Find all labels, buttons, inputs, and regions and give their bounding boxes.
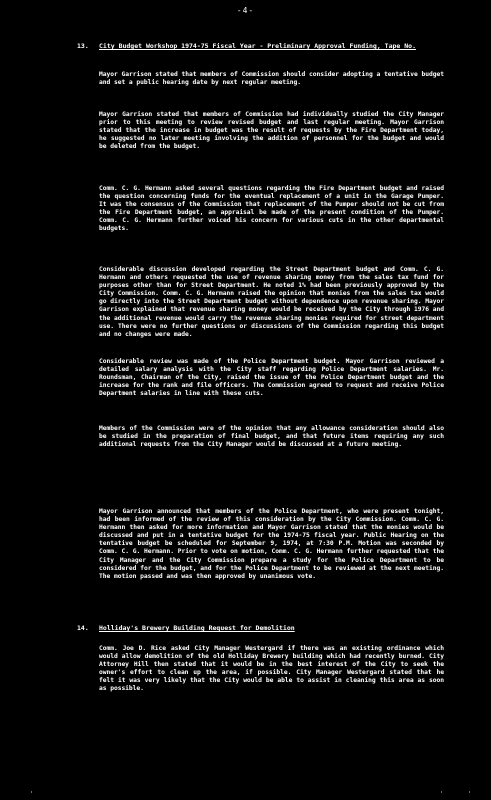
scan-speck: · <box>30 790 34 796</box>
item-heading: City Budget Workshop 1974-75 Fiscal Year - Preliminary Approval Funding, Tape No. <box>99 42 416 50</box>
page-number: -4- <box>236 6 255 15</box>
paragraph: Considerable discussion developed regarding the Street Department budget and Comm. C. G. Hermann and others requested the use of revenue sharing money from the sales tax fund for purposes other than for Street Department. He noted 1% had been previously approved by the City Commission. Comm. C. G. Hermann raised the opinion that monies from the sales tax would go directly into the Street Department budget without dependence upon revenue sharing. Mayor Garrison explained that revenue sharing money would be received by the City through 1976 and the additional revenue would carry the revenue sharing monies required for street department use. There were no further questions or discussions of the Commission regarding this budget and no changes were made. <box>99 266 444 338</box>
paragraph: Considerable review was made of the Police Department budget. Mayor Garrison reviewed a detailed salary analysis with the City staff regarding Police Department salaries. Mr. Roundsman, Chairman of the City, raised the issue of the Police Department budget and the increase for the rank and file officers. The Commission agreed to request and receive Police Department salaries in line with these cuts. <box>99 358 444 398</box>
item-number: 13. <box>77 42 89 50</box>
scan-speck: · <box>468 790 472 796</box>
paragraph: Members of the Commission were of the opinion that any allowance consideration should also be studied in the preparation of final budget, and that future items requiring any such additional requests from the City Manager would be discussed at a future meeting. <box>99 425 444 449</box>
paragraph: Mayor Garrison stated that members of Commission had individually studied the City Manager prior to this meeting to review revised budget and last regular meeting. Mayor Garrison stated that the increase in budget was the result of requests by the Fire Department today, he suggested no later meeting involving the addition of personnel for the budget and would be deleted from the budget. <box>99 111 444 151</box>
paragraph: Mayor Garrison announced that members of the Police Department, who were present tonight, had been informed of the review of this consideration by the City Commission. Comm. C. G. Hermann then asked for more information and Mayor Garrison stated that the monies would be discussed and put in a tentative budget for the 1974-75 fiscal year. Public Hearing on the tentative budget be scheduled for September 9, 1974, at 7:30 P.M. Motion was seconded by Comm. C. G. Hermann. Prior to vote on motion, Comm. C. G. Hermann further requested that the City Manager and the City Commission prepare a study for the Police Department to be considered for the budget, and for the Police Department to be reviewed at the next meeting. The motion passed and was then approved by unanimous vote. <box>99 508 444 580</box>
item-number: 14. <box>77 624 89 632</box>
paragraph: Comm. Joe D. Rice asked City Manager Westergard if there was an existing ordinance which would allow demolition of the old Holliday Brewery building which had recently burned. City Attorney Hill then stated that it would be in the best interest of the City to seek the owner's effort to clean up the area, if possible. City Manager Westergard stated that he felt it was very likely that the City would be able to assist in cleaning this area as soon as possible. <box>99 645 444 693</box>
paragraph: Comm. C. G. Hermann asked several questions regarding the Fire Department budget and raised the question concerning funds for the eventual replacement of a unit in the Garage Pumper. It was the consensus of the Commission that replacement of the Pumper should not be cut from the Fire Department budget, an appraisal be made of the present condition of the Pumper. Comm. C. G. Hermann further voiced his concern for various cuts in the other departmental budgets. <box>99 185 444 233</box>
scan-speck: · <box>440 790 444 796</box>
paragraph: Mayor Garrison stated that members of Commission should consider adopting a tentative budget and set a public hearing date by next regular meeting. <box>99 71 444 87</box>
item-heading: Holliday's Brewery Building Request for Demolition <box>99 624 295 632</box>
